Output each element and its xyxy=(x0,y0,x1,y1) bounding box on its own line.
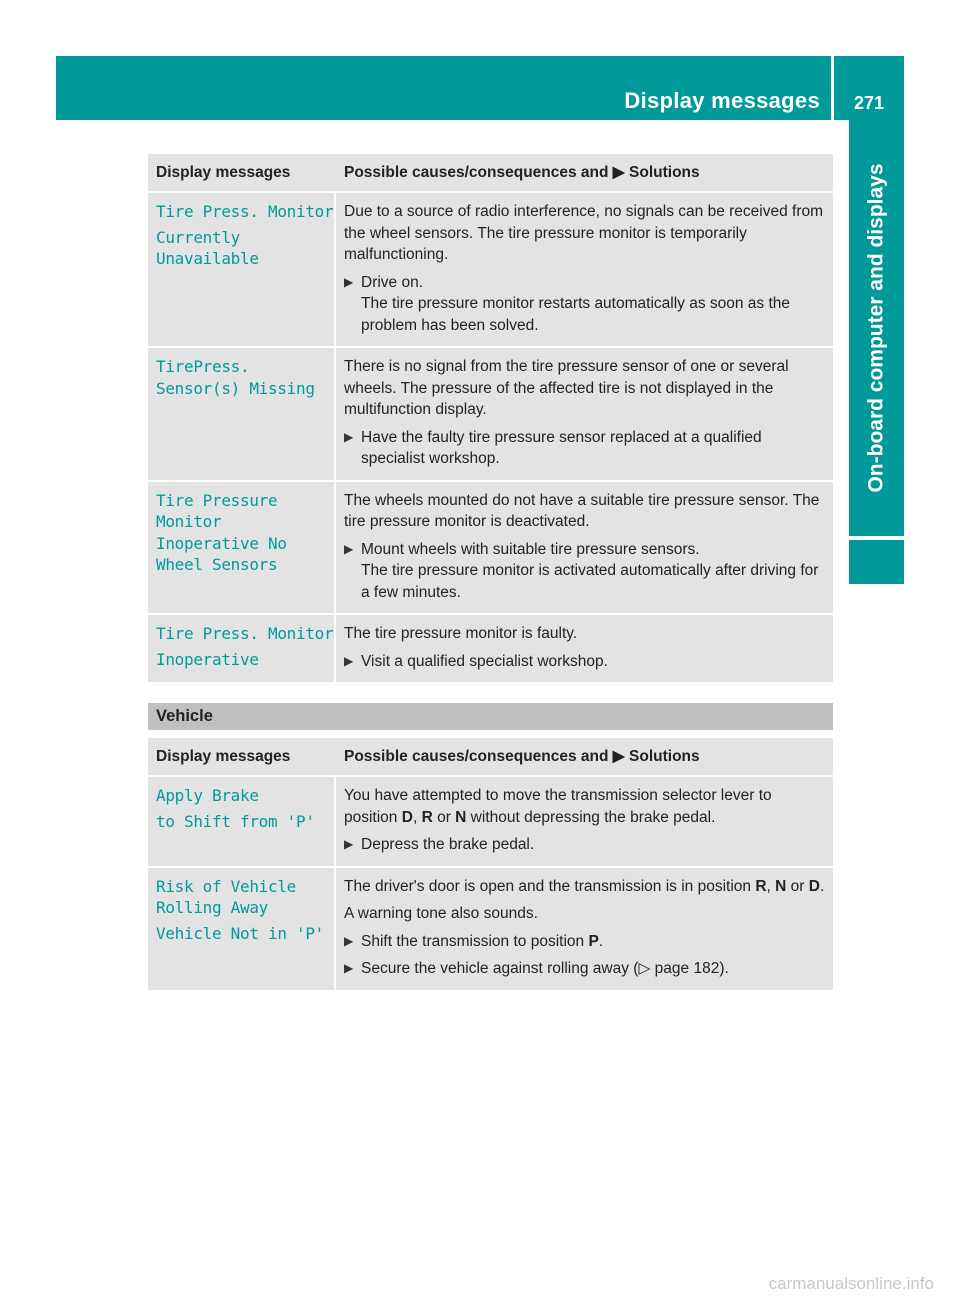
gear-position: D xyxy=(401,808,413,826)
header-solutions-label: Solutions xyxy=(629,748,700,765)
solution-step xyxy=(344,958,827,980)
code-line: Tire Press. Monitor xyxy=(156,624,334,643)
solution-step xyxy=(344,651,827,673)
step-text: Visit a qualified specialist workshop. xyxy=(361,652,608,670)
table-row xyxy=(148,348,833,482)
table-row xyxy=(148,615,833,684)
solution-step xyxy=(344,931,827,953)
description-text: Due to a source of radio interference, no signals can be received from the wheel sensors. The tire pressure monitor is temporarily malfunctioning. xyxy=(344,203,824,263)
play-arrow-icon: ▶ xyxy=(344,933,354,948)
side-tab-label-wrap xyxy=(849,120,904,536)
page-reference[interactable]: page 182 xyxy=(654,960,720,977)
description-text: You have attempted to move the transmission selector lever to position D, R or N without depressing the brake pedal. xyxy=(344,787,772,826)
play-arrow-icon: ▶ xyxy=(344,837,354,851)
display-message-code xyxy=(148,193,336,348)
step-note: The tire pressure monitor restarts automatically as soon as the problem has been solved. xyxy=(361,295,791,334)
code-line: Unavailable xyxy=(156,249,259,268)
message-description xyxy=(336,348,833,482)
play-arrow-icon: ▶ xyxy=(344,274,354,289)
message-description xyxy=(336,193,833,348)
play-arrow-icon: ▶ xyxy=(612,748,625,765)
gear-position: N xyxy=(455,808,467,826)
solution-step xyxy=(344,539,827,604)
header-causes xyxy=(336,738,833,777)
table-row xyxy=(148,193,833,348)
header-solutions-label: Solutions xyxy=(629,164,700,181)
code-line: Inoperative xyxy=(156,649,259,669)
display-message-code xyxy=(148,348,336,482)
header-causes xyxy=(336,154,833,193)
code-line: TirePress. xyxy=(156,357,250,376)
message-description xyxy=(336,868,833,992)
page-title: Display messages xyxy=(624,88,820,113)
header-display-messages: Display messages xyxy=(148,154,336,193)
description-text: The driver's door is open and the transmission is in position R, N or D. xyxy=(344,877,825,895)
code-line: Monitor xyxy=(156,512,222,531)
play-arrow-icon: ▶ xyxy=(344,961,354,975)
table-header-row xyxy=(148,738,833,777)
display-message-code xyxy=(148,777,336,868)
header-causes-label: Possible causes/consequences and xyxy=(344,164,609,181)
description-text: The tire pressure monitor is faulty. xyxy=(344,625,578,642)
table-row xyxy=(148,482,833,616)
code-line: Vehicle Not in 'P' xyxy=(156,923,324,943)
side-tab-marker xyxy=(849,540,904,584)
description-text: The wheels mounted do not have a suitable tire pressure sensor. The tire pressure monitor is deactivated. xyxy=(344,491,820,530)
play-arrow-icon: ▶ xyxy=(344,429,354,444)
message-description xyxy=(336,482,833,616)
gear-position: N xyxy=(775,877,787,895)
code-line: Inoperative No xyxy=(156,533,287,553)
step-note: The tire pressure monitor is activated automatically after driving for a few minutes. xyxy=(361,562,819,601)
gear-position: R xyxy=(421,808,433,826)
step-text: Shift the transmission to position P. xyxy=(361,932,604,950)
step-text: Drive on. xyxy=(361,273,424,291)
step-text: Mount wheels with suitable tire pressure sensors. xyxy=(361,540,700,558)
messages-table-vehicle xyxy=(148,738,833,992)
play-arrow-icon: ▶ xyxy=(612,164,625,181)
play-arrow-icon: ▶ xyxy=(344,653,354,668)
page-number: 271 xyxy=(853,93,885,113)
page-ref-triangle-icon: ▷ xyxy=(638,960,651,977)
code-line: Tire Press. Monitor xyxy=(156,202,334,221)
description-text: There is no signal from the tire pressure sensor of one or several wheels. The pressure of the affected tire is not displayed in the multifunction display. xyxy=(344,358,789,418)
play-arrow-icon: ▶ xyxy=(344,541,354,556)
code-line: Currently xyxy=(156,227,240,247)
step-text: Secure the vehicle against rolling away (▷ page 182). xyxy=(361,960,729,977)
step-text: Have the faulty tire pressure sensor replaced at a qualified specialist workshop. xyxy=(361,428,762,467)
display-message-code xyxy=(148,615,336,684)
code-line: Wheel Sensors xyxy=(156,555,278,574)
gear-position: R xyxy=(755,877,767,895)
table-header-row xyxy=(148,154,833,193)
header-display-messages: Display messages xyxy=(148,738,336,777)
code-line: Tire Pressure xyxy=(156,490,278,510)
solution-step xyxy=(344,834,827,856)
section-heading-vehicle: Vehicle xyxy=(148,703,833,730)
display-message-code xyxy=(148,482,336,616)
watermark: carmanualsonline.info xyxy=(768,1274,934,1293)
code-line: Risk of Vehicle xyxy=(156,876,296,896)
gear-position: P xyxy=(588,932,599,950)
description-text: A warning tone also sounds. xyxy=(344,905,538,922)
message-description xyxy=(336,615,833,684)
code-line: Rolling Away xyxy=(156,898,268,917)
gear-position: D xyxy=(808,877,820,895)
code-line: to Shift from 'P' xyxy=(156,811,315,831)
solution-step xyxy=(344,427,827,470)
table-row xyxy=(148,777,833,868)
side-tab-label: On-board computer and displays xyxy=(864,163,888,493)
display-message-code xyxy=(148,868,336,992)
header-causes-label: Possible causes/consequences and xyxy=(344,748,609,765)
step-text: Depress the brake pedal. xyxy=(361,836,535,853)
messages-table-tire xyxy=(148,154,833,684)
code-line: Apply Brake xyxy=(156,786,259,805)
message-description xyxy=(336,777,833,868)
code-line: Sensor(s) Missing xyxy=(156,378,315,398)
solution-step xyxy=(344,272,827,337)
table-row xyxy=(148,868,833,992)
